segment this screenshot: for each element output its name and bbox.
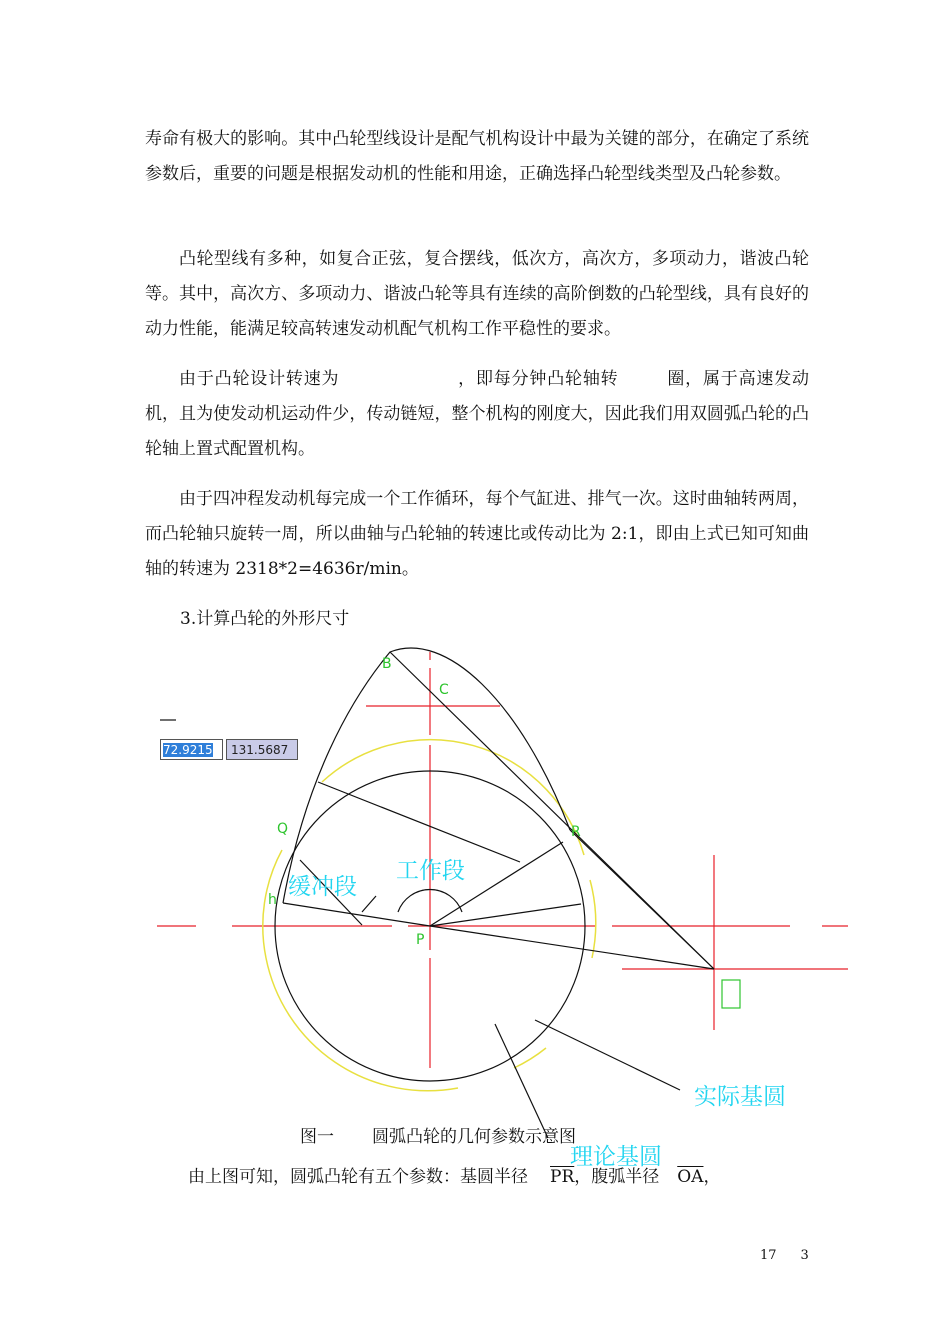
caption-title: 圆弧凸轮的几何参数示意图 [372,1127,576,1147]
p3-part-b: ，即每分钟凸轮轴转 [457,369,619,389]
annotation-working: 工作段 [396,858,465,884]
annotation-theory-base: 理论基圆 [570,1144,662,1170]
line-text-c: ， [703,1167,721,1187]
p3-part-a: 由于凸轮设计转速为 [179,369,340,389]
coordinate-x-value: 72.9215 [163,743,213,757]
segment-oa: $\overline{OA}$ [677,1167,704,1187]
page-number-left: 17 [760,1248,777,1263]
label-q: Q [277,821,289,837]
segment-pr: $\overline{PR}$ [550,1167,575,1187]
label-c: C [439,682,449,698]
paragraph-2: 凸轮型线有多种，如复合正弦，复合摆线，低次方，高次方，多项动力，谐波凸轮等。其中，高次方、多项动力、谐波凸轮等具有连续的高阶倒数的凸轮型线，具有良好的动力性能，能满足较高转速发动机配气机构工作平稳性的要求。 [145,249,809,339]
figure-caption [300,1122,576,1147]
label-r: R [571,824,581,840]
annotation-buffer: 缓冲段 [288,874,357,900]
cam-profile [160,648,714,1138]
label-p: P [416,932,425,948]
paragraph-1: 寿命有极大的影响。其中凸轮型线设计是配气机构设计中最为关键的部分，在确定了系统参数后，重要的问题是根据发动机的性能和用途，正确选择凸轮型线类型及凸轮参数。 [145,129,809,184]
line-text-a: 由上图可知，圆弧凸轮有五个参数：基圆半径 [188,1167,528,1187]
section-heading: 3.计算凸轮的外形尺寸 [180,609,350,629]
label-b: B [382,656,392,672]
page-number [760,1248,809,1263]
label-h: h [268,892,277,908]
coordinate-y-input[interactable]: 131.5687 [226,739,298,760]
line-text-b: ，腹弧半径 [574,1167,660,1187]
parameters-line [188,1162,720,1187]
caption-label: 图一 [300,1127,334,1147]
p3-part-c: 圈，属于高速发动机，且为使发动机运动件少，传动链短，整个机构的刚度大，因此我们用双圆弧凸轮的凸轮轴上置式配置机构。 [145,369,810,459]
coordinate-x-input[interactable] [160,739,223,760]
center-lines [157,652,848,1068]
paragraph-4: 由于四冲程发动机每完成一个工作循环，每个气缸进、排气一次。这时曲轴转两周，而凸轮轴只旋转一周，所以曲轴与凸轮轴的转速比或传动比为 2:1，即由上式已知可知曲轴的转速为 2318*2=4636r/min。 [145,489,809,579]
page-number-right: 3 [800,1248,809,1263]
point-labels [268,656,581,948]
green-marker-box [722,980,740,1008]
annotation-actual-base: 实际基圆 [694,1084,786,1110]
